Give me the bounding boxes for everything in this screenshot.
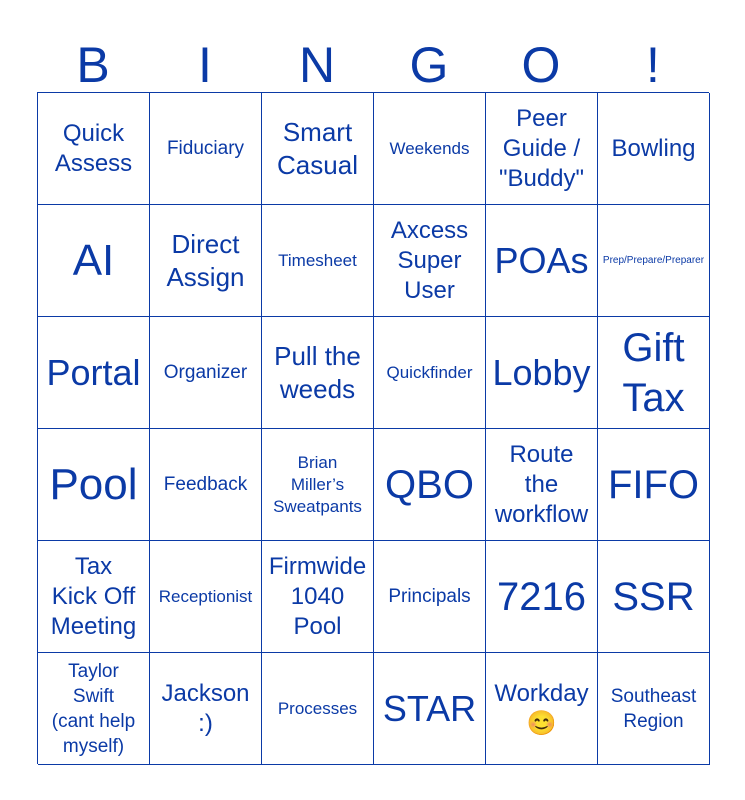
cell-text: Quick Assess [54, 119, 133, 177]
bingo-cell[interactable] [38, 429, 150, 541]
cell-text: POAs [494, 239, 589, 281]
header-letter-exclamation: ! [646, 37, 660, 93]
bingo-cell[interactable] [150, 429, 262, 541]
cell-text: Processes [277, 698, 358, 718]
bingo-board [37, 92, 709, 764]
bingo-cell[interactable] [374, 205, 486, 317]
bingo-cell[interactable] [486, 205, 598, 317]
bingo-cell[interactable] [374, 541, 486, 653]
cell-text: Gift Tax [622, 325, 685, 420]
cell-text: Smart Casual [277, 116, 358, 180]
bingo-cell[interactable] [374, 653, 486, 765]
bingo-cell[interactable] [598, 541, 710, 653]
cell-text: Peer Guide / "Buddy" [498, 104, 585, 192]
bingo-cell[interactable] [486, 541, 598, 653]
cell-text: SSR [612, 574, 695, 619]
cell-text: Route the workflow [494, 440, 589, 528]
cell-text: Receptionist [158, 586, 253, 606]
cell-text: STAR [382, 687, 477, 729]
bingo-cell[interactable] [598, 317, 710, 429]
cell-text: Axcess Super User [390, 216, 469, 304]
bingo-cell[interactable] [150, 93, 262, 205]
cell-text: Tax Kick Off Meeting [50, 552, 137, 640]
bingo-cell[interactable] [38, 653, 150, 765]
bingo-cell[interactable] [598, 429, 710, 541]
bingo-cell[interactable] [38, 541, 150, 653]
cell-text: Fiduciary [166, 138, 245, 159]
cell-text: Organizer [163, 362, 248, 383]
bingo-cell[interactable] [38, 93, 150, 205]
cell-text: Jackson :) [161, 679, 250, 737]
cell-text: Brian Miller’s Sweatpants [273, 452, 362, 516]
cell-text: Portal [46, 351, 141, 393]
bingo-cell[interactable] [262, 93, 374, 205]
cell-text: Taylor Swift (cant help myself) [51, 660, 136, 757]
cell-text: 7216 [497, 574, 586, 619]
bingo-cell[interactable] [598, 93, 710, 205]
cell-text: QBO [385, 462, 474, 507]
cell-text: Feedback [163, 474, 248, 495]
cell-text: Pool [49, 459, 138, 509]
cell-text: Firmwide 1040 Pool [268, 552, 367, 640]
bingo-cell[interactable] [262, 205, 374, 317]
cell-text: Bowling [611, 134, 696, 162]
bingo-cell[interactable] [374, 317, 486, 429]
cell-text: FIFO [607, 462, 700, 507]
cell-text: Weekends [389, 138, 470, 158]
cell-text: Lobby [492, 351, 591, 393]
bingo-cell[interactable] [598, 653, 710, 765]
bingo-cell[interactable] [374, 429, 486, 541]
header-letter-b: B [76, 37, 110, 93]
header-letter-g: G [409, 37, 449, 93]
cell-text: Southeast Region [610, 685, 697, 732]
bingo-cell[interactable] [486, 653, 598, 765]
bingo-cell[interactable] [262, 317, 374, 429]
bingo-cell[interactable] [38, 317, 150, 429]
bingo-cell[interactable] [598, 205, 710, 317]
cell-text: Principals [388, 586, 471, 607]
bingo-cell[interactable] [150, 205, 262, 317]
bingo-cell[interactable] [374, 93, 486, 205]
bingo-cell[interactable] [486, 429, 598, 541]
bingo-cell[interactable] [150, 541, 262, 653]
cell-text: Pull the weeds [274, 340, 361, 404]
bingo-cell[interactable] [150, 653, 262, 765]
cell-text: Timesheet [278, 250, 357, 270]
bingo-cell[interactable] [38, 205, 150, 317]
cell-text: Workday 😊 [494, 679, 589, 737]
bingo-cell[interactable] [262, 541, 374, 653]
bingo-cell[interactable] [150, 317, 262, 429]
cell-text: Direct Assign [166, 228, 245, 292]
header-letter-n: N [298, 37, 336, 93]
bingo-cell[interactable] [262, 429, 374, 541]
bingo-cell[interactable] [486, 93, 598, 205]
bingo-header [37, 38, 709, 92]
header-letter-o: O [521, 37, 561, 93]
header-letter-i: I [198, 37, 212, 93]
cell-text: AI [72, 235, 115, 285]
bingo-cell[interactable] [486, 317, 598, 429]
bingo-cell[interactable] [262, 653, 374, 765]
cell-text: Quickfinder [386, 362, 473, 382]
cell-text: Prep/Prepare/Preparer [602, 254, 705, 266]
